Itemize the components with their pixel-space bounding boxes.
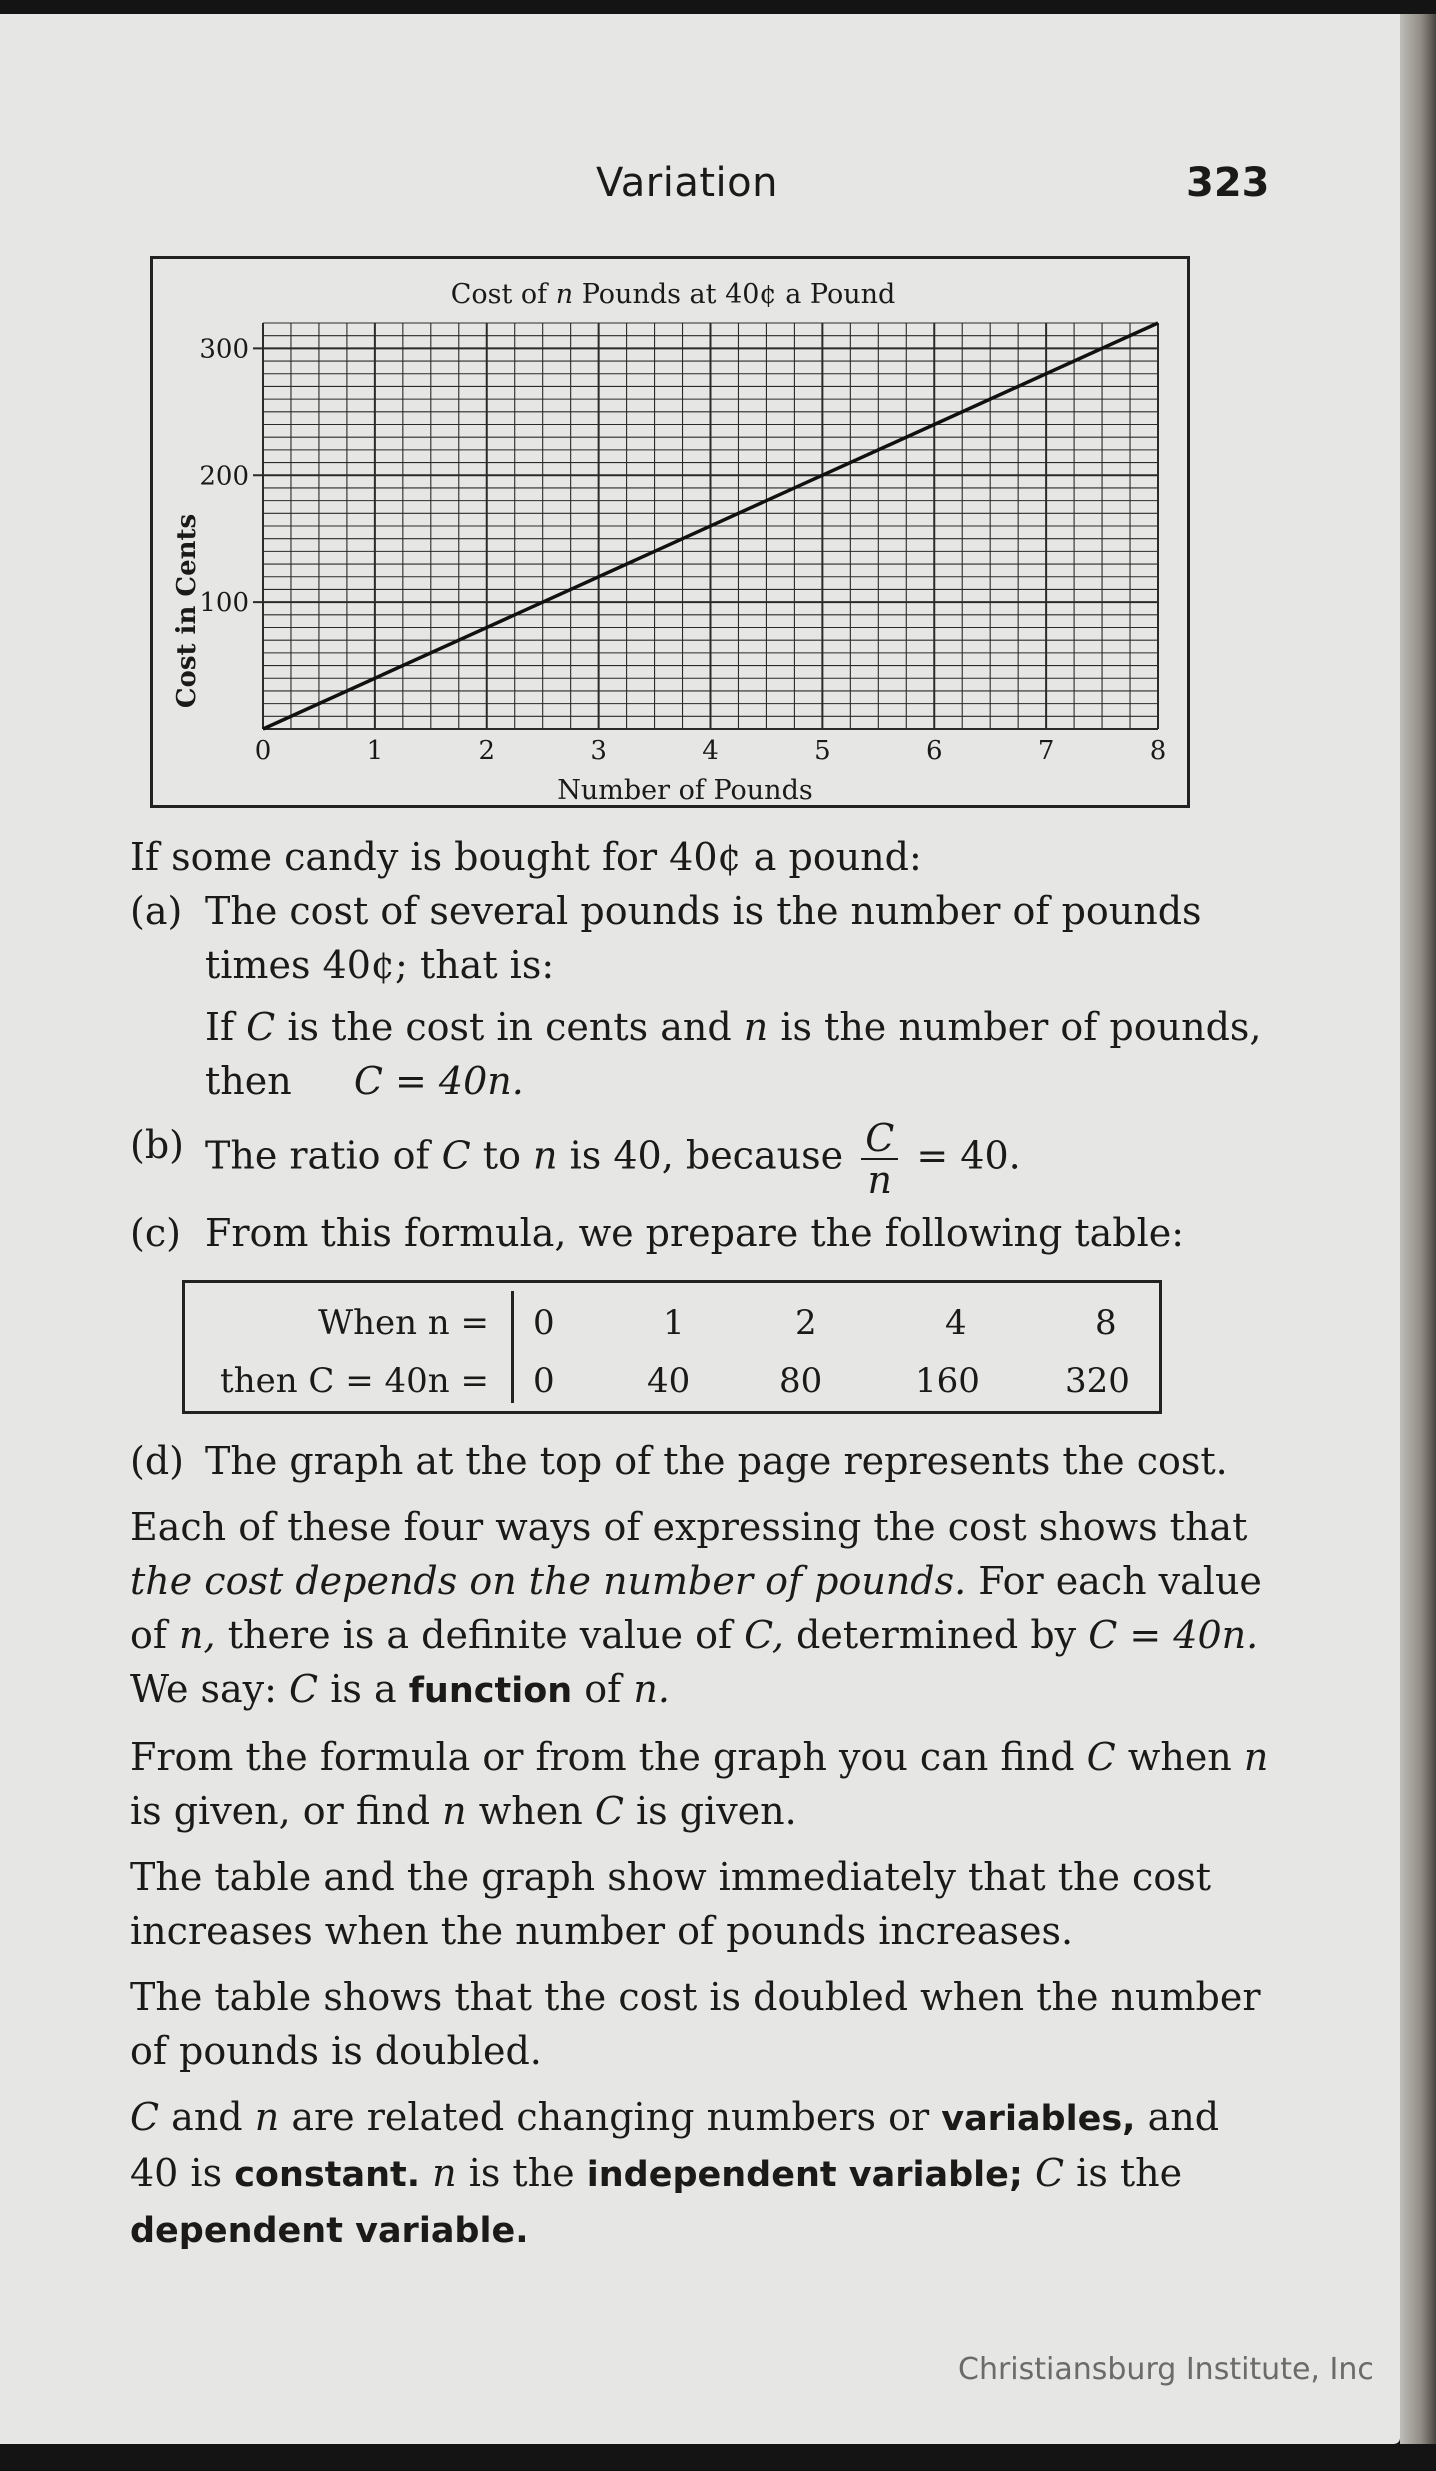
text-span: when bbox=[478, 1789, 583, 1833]
term-constant: constant. bbox=[234, 2155, 421, 2195]
y-tick-label: 200 bbox=[199, 461, 249, 492]
item-a bbox=[130, 884, 1270, 992]
fraction-numerator: C bbox=[861, 1118, 898, 1160]
y-tick-label: 100 bbox=[199, 588, 249, 619]
text-span: when bbox=[1127, 1735, 1232, 1779]
table-row1-label: When n = bbox=[318, 1303, 489, 1343]
text-span: is given, or find bbox=[130, 1789, 431, 1833]
text-span: is given. bbox=[635, 1789, 797, 1833]
table-c-value: 0 bbox=[533, 1361, 555, 1401]
fraction-C-over-n bbox=[861, 1118, 898, 1200]
text-span: is 40, because bbox=[569, 1133, 844, 1178]
var-n: n. bbox=[633, 1667, 670, 1711]
text-span: For each value of bbox=[130, 1559, 1262, 1657]
var-n: n bbox=[533, 1133, 558, 1178]
item-b-label: (b) bbox=[130, 1123, 184, 1167]
x-tick-label: 3 bbox=[590, 736, 607, 766]
var-C: C, bbox=[744, 1613, 784, 1657]
x-axis-label: Number of Pounds bbox=[557, 775, 813, 806]
var-n: n bbox=[432, 2151, 457, 2195]
text-span: From the formula or from the graph you can find bbox=[130, 1735, 1075, 1779]
var-n: n bbox=[254, 2095, 280, 2139]
x-tick-label: 5 bbox=[814, 736, 831, 766]
y-tick-label: 300 bbox=[199, 334, 249, 365]
item-d-text: The graph at the top of the page represents the cost. bbox=[205, 1439, 1228, 1483]
chart-title-var: n bbox=[555, 279, 574, 310]
formula: C = 40n. bbox=[353, 1059, 524, 1103]
table-c-value: 160 bbox=[915, 1361, 980, 1401]
item-c-label: (c) bbox=[130, 1211, 181, 1255]
x-tick-label: 0 bbox=[254, 736, 272, 766]
var-C: C bbox=[246, 1005, 276, 1049]
chart-title-part: Cost of bbox=[450, 279, 556, 310]
x-tick-label: 2 bbox=[478, 736, 496, 766]
x-tick-label: 7 bbox=[1037, 736, 1055, 766]
watermark: Christiansburg Institute, Inc bbox=[958, 2352, 1374, 2387]
cost-chart-svg bbox=[153, 259, 1193, 811]
text-span: is a bbox=[330, 1667, 397, 1711]
text-span: to bbox=[482, 1133, 521, 1178]
var-n: n bbox=[442, 1789, 467, 1833]
text-span: and bbox=[171, 2095, 243, 2139]
table-n-value: 0 bbox=[533, 1303, 555, 1343]
text-span: Each of these four ways of expressing the cost shows that bbox=[130, 1505, 1248, 1549]
item-a-definition bbox=[130, 1000, 1270, 1108]
table-n-value: 4 bbox=[945, 1303, 967, 1343]
term-dependent-variable: dependent variable. bbox=[130, 2211, 529, 2251]
var-n: n bbox=[743, 1005, 769, 1049]
text-span: is the number of pounds, then bbox=[205, 1005, 1262, 1103]
paragraph-find bbox=[130, 1730, 1270, 1838]
table-c-value: 40 bbox=[647, 1361, 691, 1401]
table-n-value: 8 bbox=[1095, 1303, 1117, 1343]
paragraph-doubled: The table shows that the cost is doubled when the number of pounds is doubled. bbox=[130, 1975, 1261, 2073]
table-row2-label: then C = 40n = bbox=[220, 1361, 489, 1401]
var-C: C bbox=[289, 1667, 319, 1711]
paragraph-function bbox=[130, 1500, 1270, 1718]
text-span: We say: bbox=[130, 1667, 277, 1711]
text-span: is the bbox=[468, 2151, 575, 2195]
text-span: The ratio of bbox=[205, 1133, 430, 1178]
item-a-text: The cost of several pounds is the number of pounds times 40¢; that is: bbox=[205, 889, 1202, 987]
table-n-value: 2 bbox=[795, 1303, 817, 1343]
item-c-text: From this formula, we prepare the following table: bbox=[205, 1211, 1185, 1255]
var-C: C bbox=[130, 2095, 160, 2139]
table-divider bbox=[511, 1291, 514, 1403]
table-n-value: 1 bbox=[663, 1303, 685, 1343]
y-axis-label: Cost in Cents bbox=[172, 513, 202, 709]
item-d-label: (d) bbox=[130, 1439, 184, 1483]
values-table bbox=[182, 1280, 1162, 1414]
chart-title-part: Pounds at 40¢ a Pound bbox=[573, 279, 896, 310]
term-function: function bbox=[408, 1671, 573, 1711]
text-span: and 40 is bbox=[130, 2095, 1220, 2195]
item-d bbox=[130, 1434, 1270, 1488]
paragraph-variables bbox=[130, 2090, 1270, 2258]
var-C: C bbox=[1035, 2151, 1065, 2195]
term-independent-variable: independent variable; bbox=[586, 2155, 1023, 2195]
paragraph-increases: The table and the graph show immediately that the cost increases when the number of pounds increases. bbox=[130, 1855, 1211, 1953]
var-C: C bbox=[441, 1133, 471, 1178]
term-variables: variables, bbox=[941, 2099, 1136, 2139]
x-tick-label: 1 bbox=[366, 736, 384, 766]
text-span: determined by bbox=[796, 1613, 1077, 1657]
var-n: n, bbox=[179, 1613, 216, 1657]
table-c-value: 320 bbox=[1065, 1361, 1130, 1401]
var-n: n bbox=[1243, 1735, 1269, 1779]
intro-line: If some candy is bought for 40¢ a pound: bbox=[130, 835, 922, 879]
body-text bbox=[130, 830, 1270, 2258]
text-span: If bbox=[205, 1005, 235, 1049]
chart-title bbox=[451, 279, 896, 310]
cost-chart bbox=[150, 256, 1190, 808]
x-tick-label: 8 bbox=[1149, 736, 1167, 766]
item-c bbox=[130, 1206, 1270, 1260]
page-number: 323 bbox=[1186, 160, 1270, 206]
text-span: are related changing numbers or bbox=[291, 2095, 930, 2139]
fraction-denominator: n bbox=[867, 1158, 892, 1202]
var-C: C bbox=[594, 1789, 624, 1833]
text-span: is the cost in cents and bbox=[287, 1005, 732, 1049]
x-tick-label: 4 bbox=[702, 736, 719, 766]
running-head: Variation bbox=[596, 160, 778, 206]
text-span: of bbox=[584, 1667, 622, 1711]
text-span: = 40. bbox=[916, 1133, 1021, 1178]
x-tick-label: 6 bbox=[925, 736, 943, 766]
italic-phrase: the cost depends on the number of pounds. bbox=[130, 1559, 967, 1603]
text-span: there is a definite value of bbox=[227, 1613, 733, 1657]
formula: C = 40n. bbox=[1088, 1613, 1259, 1657]
var-C: C bbox=[1086, 1735, 1116, 1779]
text-span: is the bbox=[1076, 2151, 1183, 2195]
table-c-value: 80 bbox=[779, 1361, 823, 1401]
item-a-label: (a) bbox=[130, 889, 183, 933]
item-b bbox=[130, 1118, 1270, 1200]
page-edge bbox=[1400, 14, 1436, 2444]
